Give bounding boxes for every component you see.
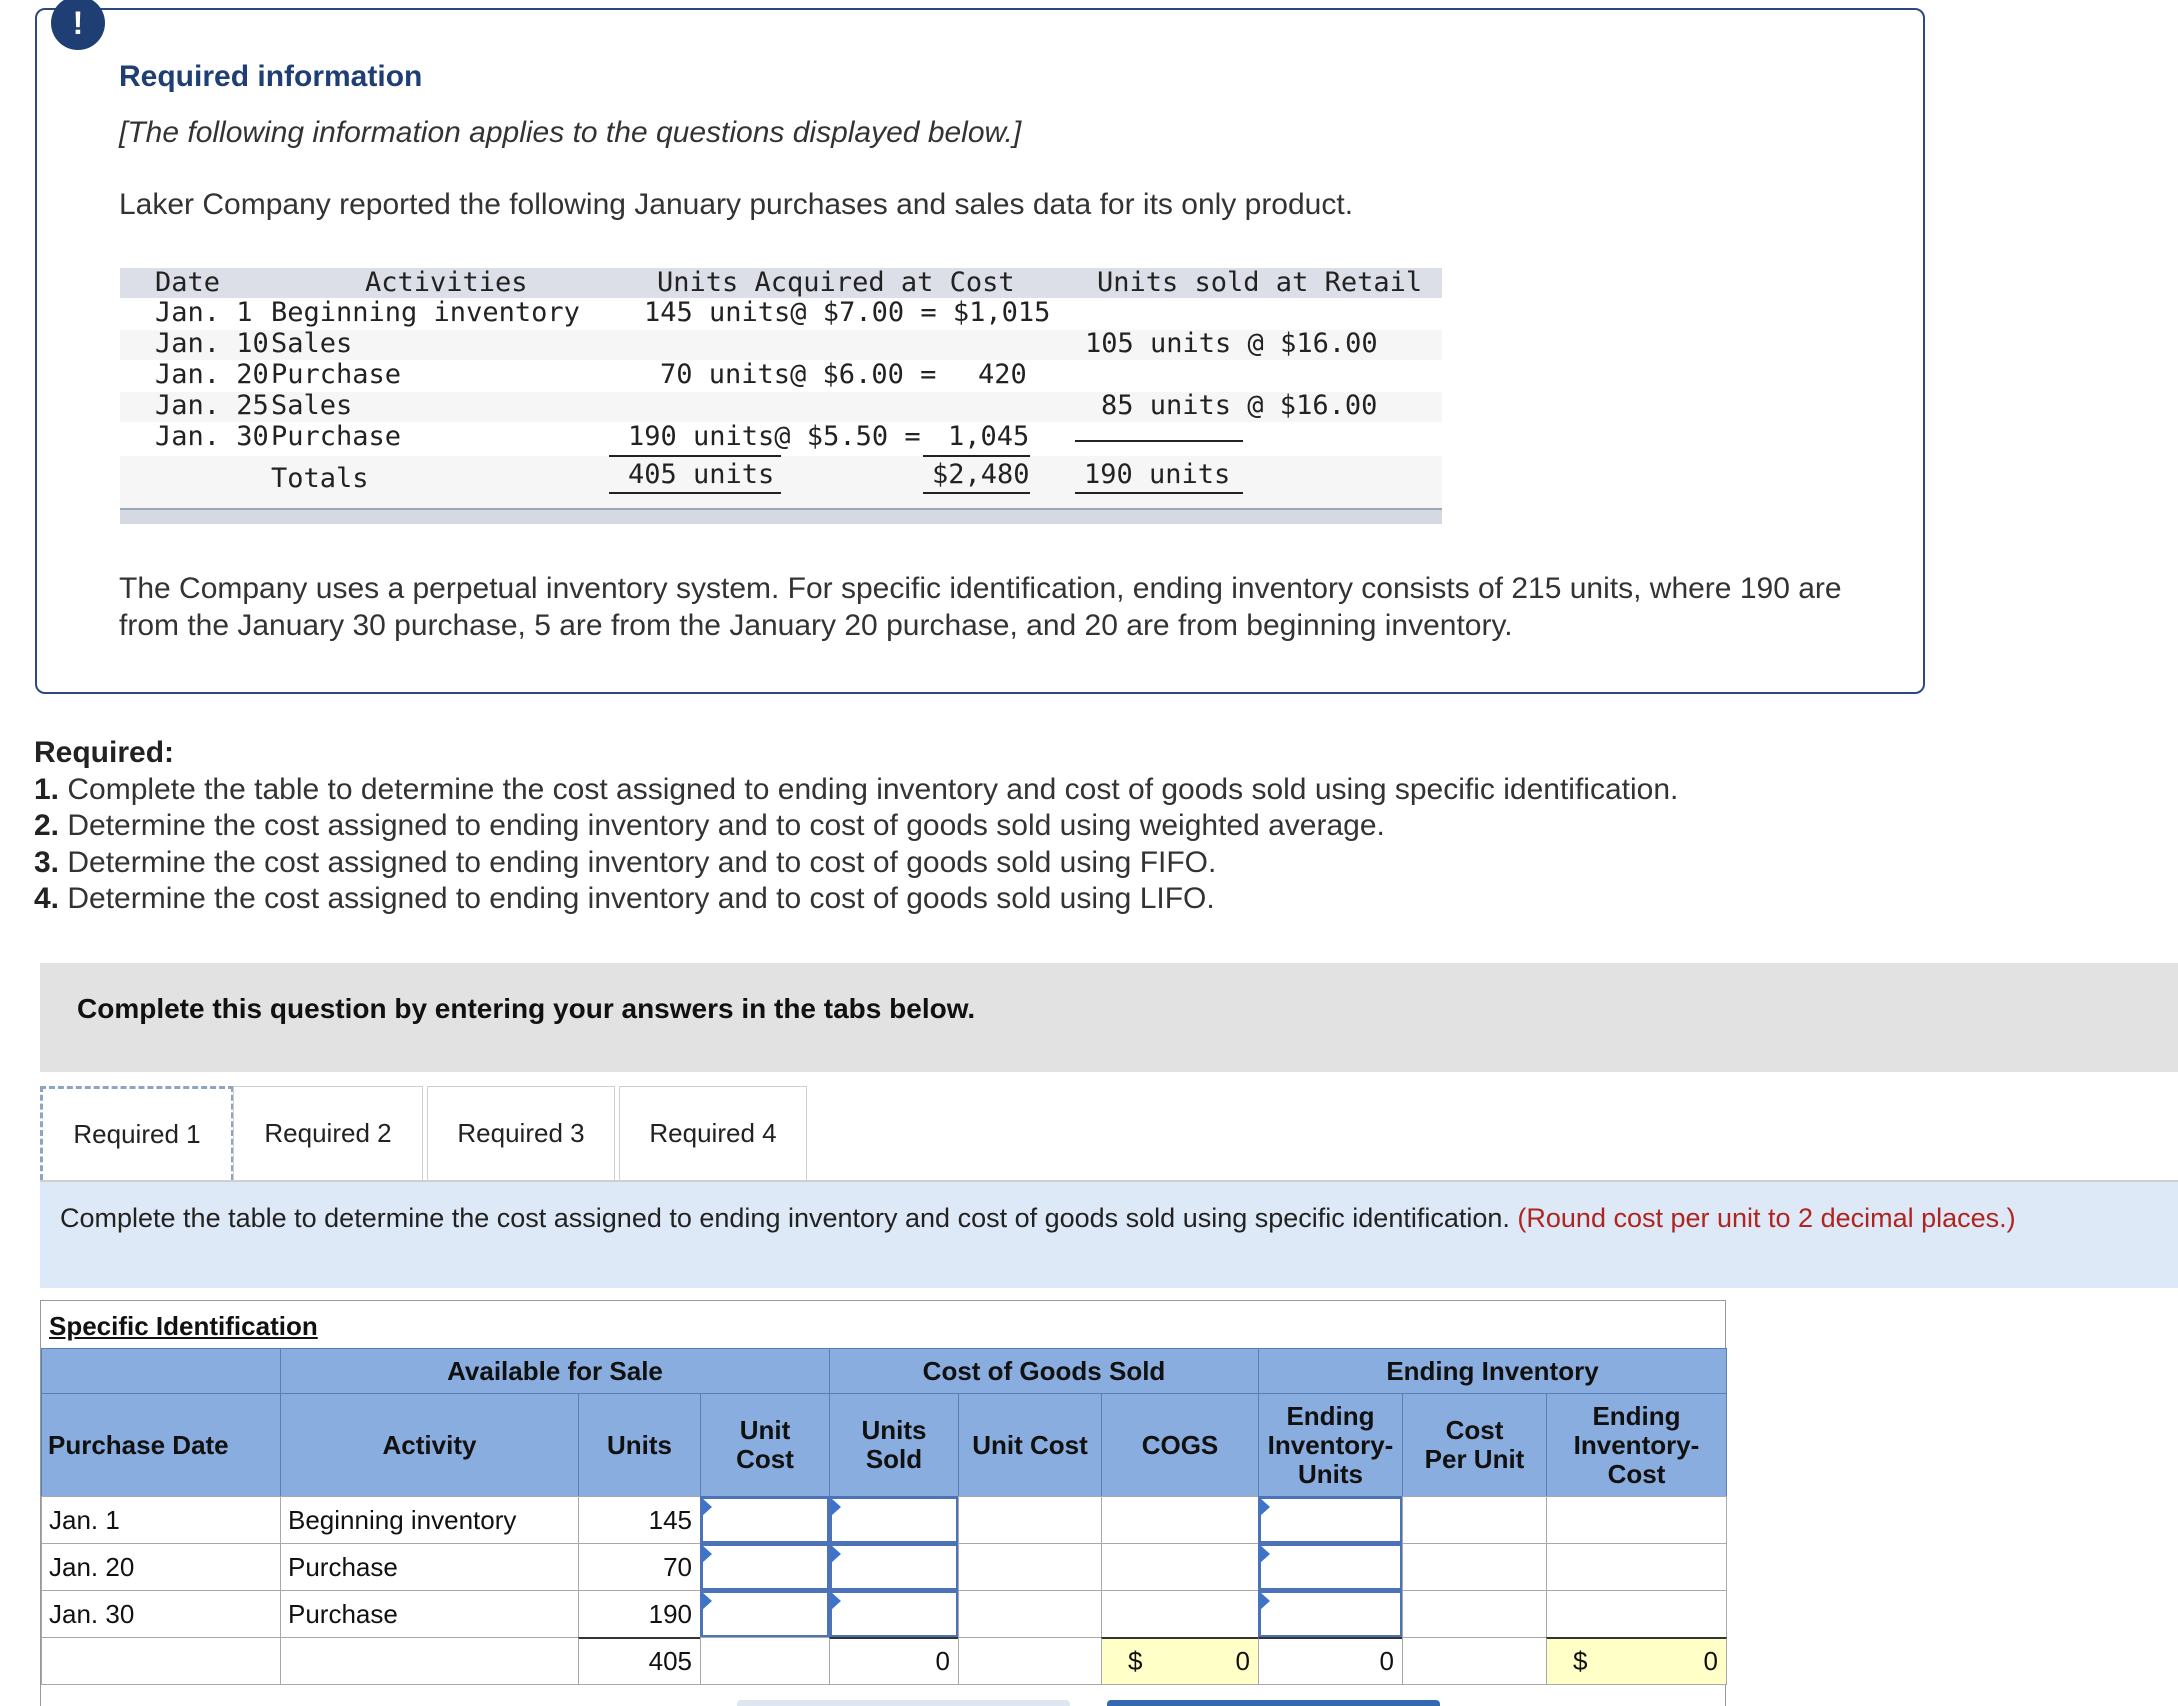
col-ending-units: Ending Inventory-Units bbox=[1258, 1393, 1403, 1497]
col-cogs-unit-cost: Unit Cost bbox=[958, 1393, 1102, 1497]
ending-units-input[interactable] bbox=[1258, 1496, 1403, 1544]
info-intro: Laker Company reported the following January purchases and sales data for its only product. bbox=[119, 188, 1354, 221]
ending-cost-cell bbox=[1546, 1543, 1727, 1591]
row-units: 145 bbox=[578, 1496, 701, 1544]
tab-required-2[interactable]: Required 2 bbox=[233, 1086, 423, 1180]
header-date: Date bbox=[155, 267, 221, 298]
required-list bbox=[34, 735, 1678, 918]
col-ending-cost: Ending Inventory-Cost bbox=[1546, 1393, 1727, 1497]
cogs-cell bbox=[1101, 1496, 1259, 1544]
row-date: Jan. 30 bbox=[41, 1590, 281, 1638]
row-date: Jan. 30 bbox=[155, 421, 269, 452]
cogs-dollar-sign: $ bbox=[1128, 1646, 1143, 1676]
cost-per-unit-cell bbox=[1402, 1496, 1547, 1544]
required-heading: Required: bbox=[34, 736, 175, 769]
required-item: 4. Determine the cost assigned to ending inventory and to cost of goods sold using LIFO. bbox=[34, 882, 1215, 915]
col-unit-cost: Unit Cost bbox=[700, 1393, 830, 1497]
totals-units: 405 units bbox=[628, 459, 775, 490]
cogs-cell bbox=[1101, 1543, 1259, 1591]
cogs-cell bbox=[1101, 1590, 1259, 1638]
row-acquired-units: 70 units@ $6.00 = bbox=[660, 359, 937, 390]
col-cogs: COGS bbox=[1101, 1393, 1259, 1497]
row-units: 190 bbox=[578, 1590, 701, 1638]
table-title: Specific Identification bbox=[49, 1311, 318, 1341]
total-ending-units: 0 bbox=[1258, 1637, 1403, 1685]
row-acquired-units: 190 units@ $5.50 = bbox=[628, 421, 921, 452]
col-purchase-date: Purchase Date bbox=[41, 1393, 281, 1497]
group-cost-of-goods-sold: Cost of Goods Sold bbox=[829, 1348, 1259, 1394]
row-date: Jan. 1 bbox=[41, 1496, 281, 1544]
row-acquired-cost: 420 bbox=[978, 359, 1027, 390]
ending-cost-cell bbox=[1546, 1496, 1727, 1544]
info-note: [The following information applies to the questions displayed below.] bbox=[119, 116, 1022, 149]
total-units-sold: 0 bbox=[829, 1637, 959, 1685]
row-activity: Beginning inventory bbox=[280, 1496, 579, 1544]
tab-required-4[interactable]: Required 4 bbox=[619, 1086, 807, 1180]
units-sold-input[interactable] bbox=[829, 1543, 959, 1591]
total-ending-cost-value: 0 bbox=[1703, 1646, 1718, 1676]
col-units-sold: Units Sold bbox=[829, 1393, 959, 1497]
totals-sold: 190 units bbox=[1084, 459, 1231, 490]
row-acquired: 145 units@ $7.00 = $1,015 bbox=[644, 297, 1051, 328]
units-sold-input[interactable] bbox=[829, 1496, 959, 1544]
col-activity: Activity bbox=[280, 1393, 579, 1497]
cost-per-unit-cell bbox=[1402, 1543, 1547, 1591]
next-button[interactable] bbox=[1107, 1700, 1440, 1706]
cogs-unit-cost-cell bbox=[958, 1496, 1102, 1544]
row-date: Jan. 1 bbox=[155, 297, 253, 328]
row-units: 70 bbox=[578, 1543, 701, 1591]
group-ending-inventory: Ending Inventory bbox=[1258, 1348, 1727, 1394]
row-date: Jan. 25 bbox=[155, 390, 269, 421]
unit-cost-input[interactable] bbox=[700, 1496, 830, 1544]
previous-button[interactable] bbox=[737, 1700, 1070, 1706]
alert-icon: ! bbox=[51, 0, 105, 50]
required-item: 3. Determine the cost assigned to ending inventory and to cost of goods sold using FIFO. bbox=[34, 845, 1217, 879]
totals-cost: $2,480 bbox=[932, 459, 1030, 490]
row-activity: Sales bbox=[271, 328, 353, 359]
cost-per-unit-cell bbox=[1402, 1590, 1547, 1638]
ending-units-input[interactable] bbox=[1258, 1590, 1403, 1638]
header-activities: Activities bbox=[365, 267, 528, 298]
col-cost-per-unit: Cost Per Unit bbox=[1402, 1393, 1547, 1497]
tab-instruction bbox=[40, 1182, 2178, 1288]
row-sold: 105 units @ $16.00 bbox=[1085, 328, 1378, 359]
row-activity: Beginning inventory bbox=[271, 297, 580, 328]
instructions-banner bbox=[40, 963, 2178, 1072]
units-sold-input[interactable] bbox=[829, 1590, 959, 1638]
row-sold: 85 units @ $16.00 bbox=[1101, 390, 1378, 421]
required-item: 1. Complete the table to determine the cost assigned to ending inventory and cost of goods sold using specific identification. bbox=[34, 772, 1679, 806]
row-date: Jan. 20 bbox=[41, 1543, 281, 1591]
unit-cost-input[interactable] bbox=[700, 1590, 830, 1638]
group-available-for-sale: Available for Sale bbox=[280, 1348, 830, 1394]
cogs-unit-cost-cell bbox=[958, 1543, 1102, 1591]
unit-cost-input[interactable] bbox=[700, 1543, 830, 1591]
tab-required-3[interactable]: Required 3 bbox=[427, 1086, 615, 1180]
total-ending-cost bbox=[1546, 1637, 1727, 1685]
total-cogs bbox=[1101, 1637, 1259, 1685]
purchases-sales-table bbox=[120, 262, 1442, 524]
banner-text: Complete this question by entering your answers in the tabs below. bbox=[77, 993, 976, 1024]
row-activity: Purchase bbox=[280, 1590, 579, 1638]
instruction-note: (Round cost per unit to 2 decimal places.) bbox=[1517, 1203, 2016, 1233]
specific-identification-table bbox=[40, 1300, 1726, 1706]
info-title: Required information bbox=[119, 60, 423, 93]
row-date: Jan. 20 bbox=[155, 359, 269, 390]
header-acquired: Units Acquired at Cost bbox=[657, 267, 1015, 298]
totals-label: Totals bbox=[271, 463, 369, 494]
ending-units-input[interactable] bbox=[1258, 1543, 1403, 1591]
info-paragraph: The Company uses a perpetual inventory system. For specific identification, ending inventory consists of 215 units, where 190 are from the January 30 purchase, 5 are from the January 20 purchase, and 20 are from beginning inventory. bbox=[119, 572, 1842, 642]
row-acquired-cost: 1,045 bbox=[948, 421, 1030, 452]
row-activity: Purchase bbox=[271, 359, 402, 390]
tab-required-1[interactable]: Required 1 bbox=[40, 1086, 234, 1180]
total-cogs-value: 0 bbox=[1235, 1646, 1250, 1676]
required-item: 2. Determine the cost assigned to ending inventory and to cost of goods sold using weighted average. bbox=[34, 809, 1385, 842]
ending-cost-cell bbox=[1546, 1590, 1727, 1638]
header-sold: Units sold at Retail bbox=[1097, 267, 1423, 298]
ending-dollar-sign: $ bbox=[1573, 1646, 1588, 1676]
row-activity: Sales bbox=[271, 390, 353, 421]
total-units: 405 bbox=[578, 1637, 701, 1685]
row-activity: Purchase bbox=[271, 421, 402, 452]
instruction-text: Complete the table to determine the cost assigned to ending inventory and cost of goods sold using specific identification. bbox=[60, 1203, 1510, 1233]
col-units: Units bbox=[578, 1393, 701, 1497]
row-activity: Purchase bbox=[280, 1543, 579, 1591]
row-date: Jan. 10 bbox=[155, 328, 269, 359]
cogs-unit-cost-cell bbox=[958, 1590, 1102, 1638]
